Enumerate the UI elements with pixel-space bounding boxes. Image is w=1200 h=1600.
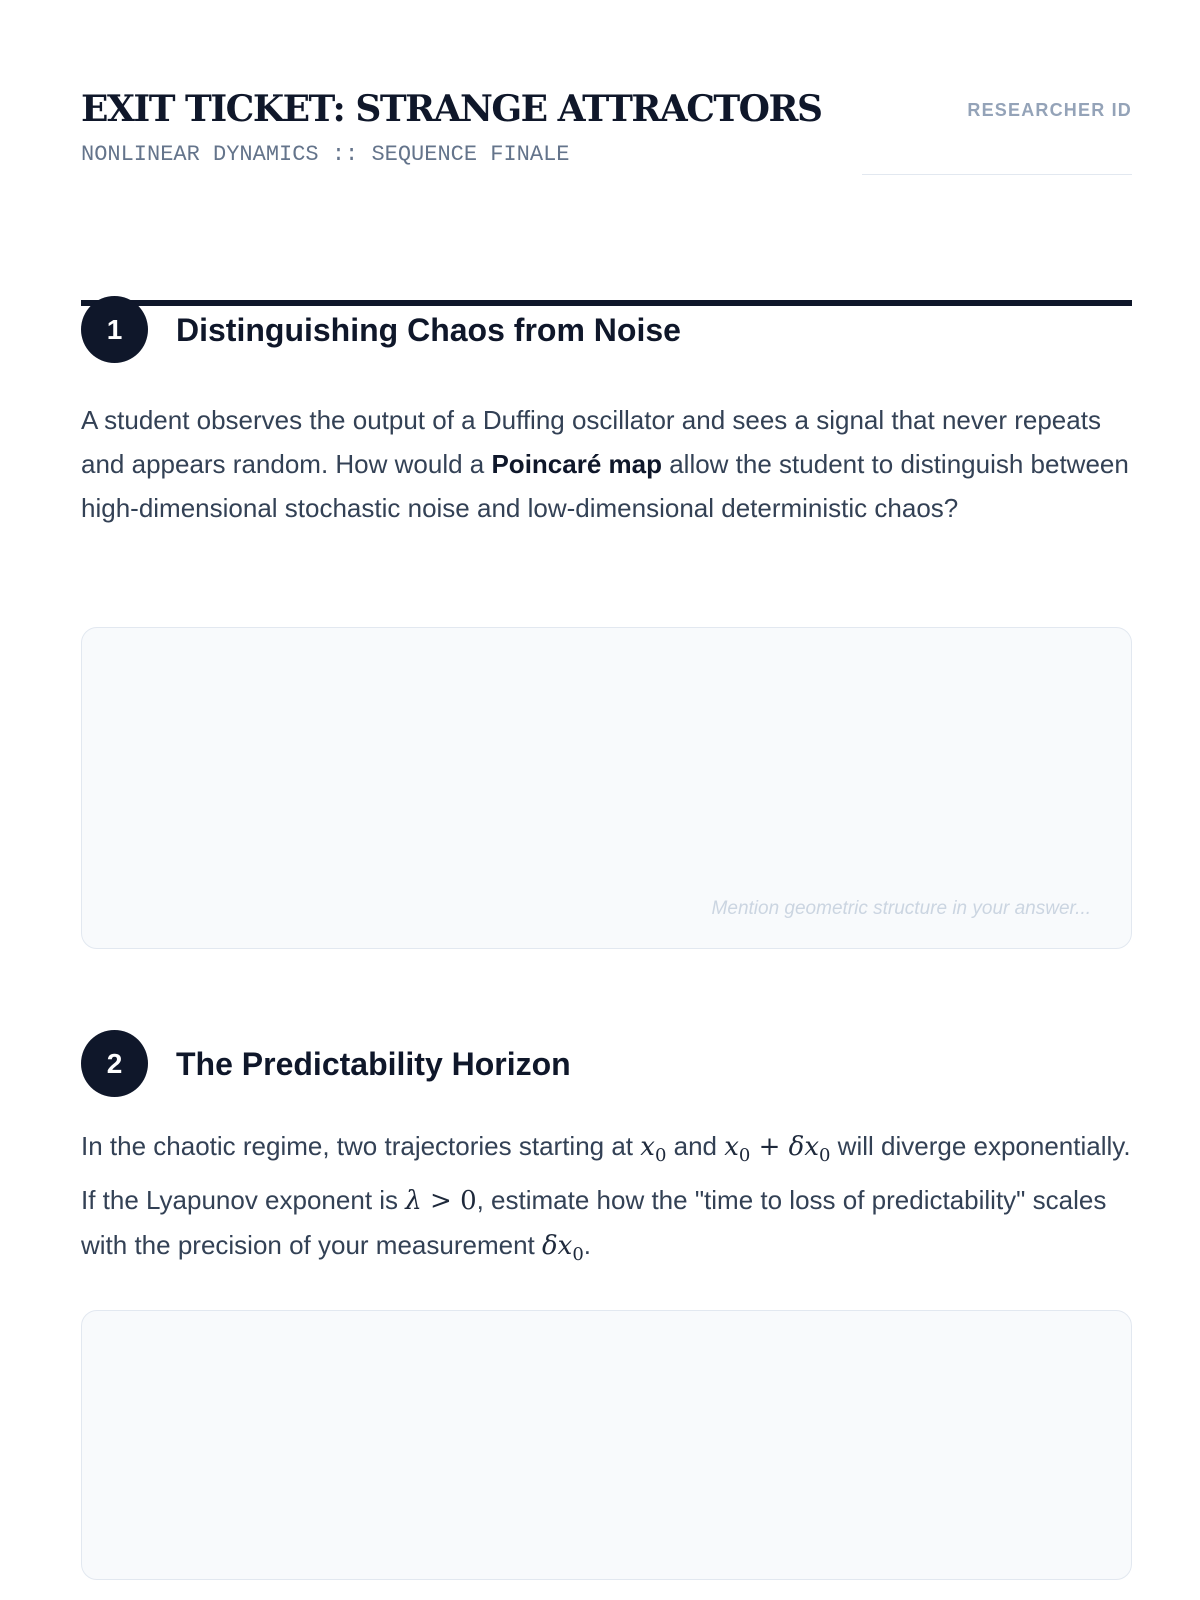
question-1-prompt-part1: A student observes the output of a Duffing oscillator and sees a signal that never repeats and appears random. How would a: [81, 405, 1101, 479]
researcher-id-field[interactable]: [862, 174, 1132, 175]
question-1-prompt-keyword: Poincaré map: [491, 449, 662, 479]
question-1-number-badge: 1: [81, 296, 148, 363]
question-2-title: The Predictability Horizon: [176, 1046, 571, 1082]
question-1-title: Distinguishing Chaos from Noise: [176, 312, 681, 348]
researcher-id-label: RESEARCHER ID: [967, 100, 1132, 120]
question-1-prompt-part2: allow the student to distinguish between high-dimensional stochastic noise and low-dimensional deterministic chaos?: [81, 449, 1129, 523]
question-1-header: [81, 296, 1132, 364]
page-title: EXIT TICKET: STRANGE ATTRACTORS: [81, 88, 822, 130]
exit-ticket-page: [81, 0, 1132, 1600]
header: [81, 84, 1132, 224]
math-x0-plus-delta-x0: $x_0 + \delta x_0$: [724, 1132, 831, 1167]
page-subtitle: NONLINEAR DYNAMICS :: SEQUENCE FINALE: [81, 142, 570, 167]
question-2-number-badge: 2: [81, 1030, 148, 1097]
question-2-prompt: [81, 1124, 1132, 1277]
question-2-prompt-seg3: will diverge exponentially. If the Lyapunov exponent is: [81, 1131, 1131, 1216]
question-2-prompt-seg5: .: [583, 1230, 592, 1261]
question-1-prompt: [81, 398, 1132, 530]
math-lambda-gt-zero: λ > 0: [405, 1186, 477, 1217]
question-2-header: [81, 1030, 1132, 1098]
question-2-prompt-seg1: In the chaotic regime, two trajectories starting at: [81, 1131, 641, 1161]
question-2-prompt-seg2: and: [666, 1131, 725, 1161]
question-2-prompt-seg4: , estimate how the "time to loss of predictability" scales with the precision of your measurement: [81, 1185, 1107, 1261]
math-x0: $x_0$: [640, 1132, 667, 1167]
math-delta-x0: $\delta x_0$: [542, 1231, 584, 1266]
question-1-answer-placeholder: Mention geometric structure in your answer...: [711, 898, 1091, 919]
question-1-answer-box[interactable]: [81, 627, 1132, 949]
question-2-answer-box[interactable]: [81, 1310, 1132, 1580]
